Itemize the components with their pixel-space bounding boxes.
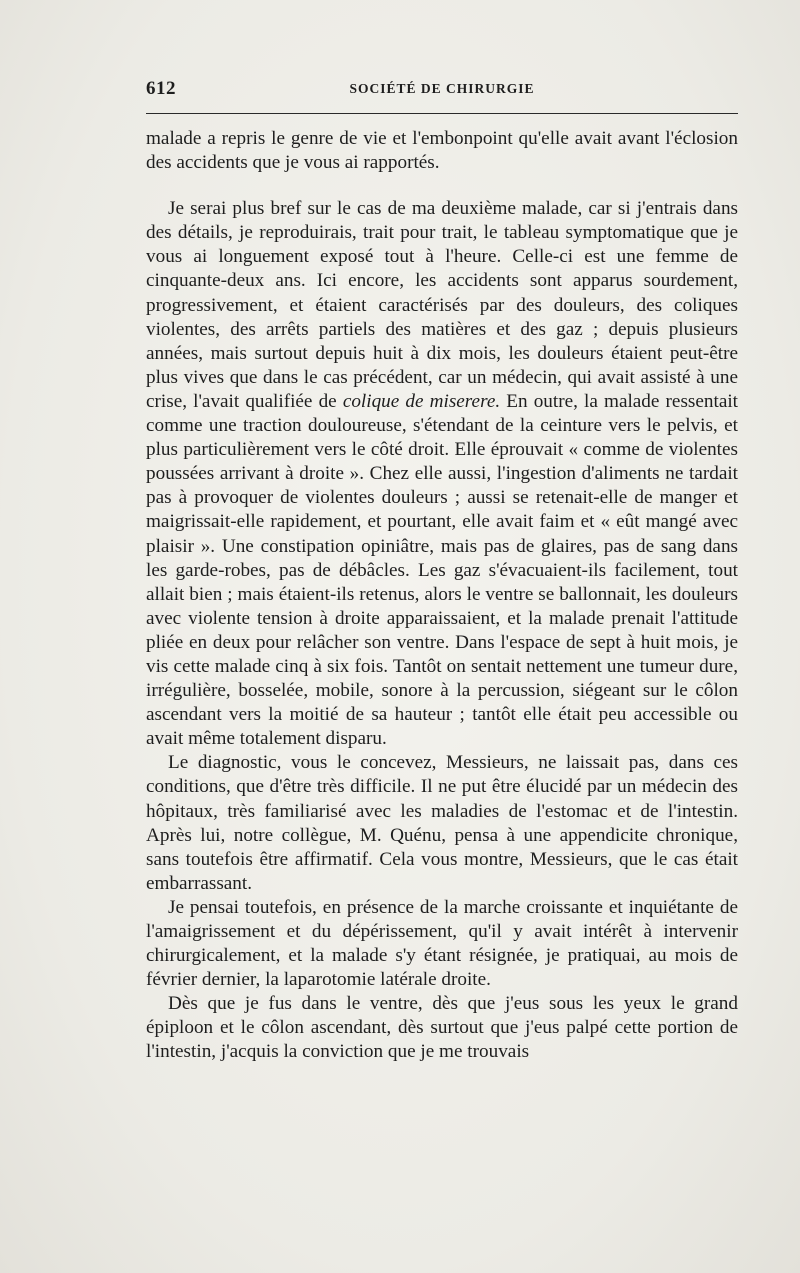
header-rule	[146, 113, 738, 114]
page-header	[146, 78, 738, 102]
paragraph-2-text-start: Je serai plus bref sur le cas de ma deuxième malade, car si j'entrais dans des détails, je reproduirais, trait pour trait, le tableau symptomatique que je vous ai longuement exposé tout à l'heure. Celle-ci est une femme de cinquante-deux ans. Ici encore, les accidents sont apparus sourdement, progressivement, et étaient caractérisés par des douleurs, des coliques violentes, des arrêts partiels des matières et des gaz ; depuis plusieurs années, mais surtout depuis huit à dix mois, les douleurs étaient peut-être plus vives que dans le cas précédent, car un médecin, qui avait assisté à une crise, l'avait qualifiée de	[146, 198, 738, 412]
page-number: 612	[146, 78, 176, 99]
paragraph-1: malade a repris le genre de vie et l'embonpoint qu'elle avait avant l'éclosion des accidents que je vous ai rapportés.	[146, 128, 738, 174]
paragraph-2-text-end: En outre, la malade ressentait comme une traction douloureuse, s'étendant de la ceinture vers le pelvis, et plus particulièrement vers le côté droit. Elle éprouvait « comme de violentes poussées arrivant à droite ». Chez elle aussi, l'ingestion d'aliments ne tardait pas à provoquer de violentes douleurs ; aussi se retenait-elle de manger et maigrissait-elle rapidement, et pourtant, elle avait faim et « eût mangé avec plaisir ». Une constipation opiniâtre, mais pas de glaires, pas de sang dans les garde-robes, pas de débâcles. Les gaz s'évacuaient-ils facilement, tout allait bien ; mais étaient-ils retenus, alors le ventre se ballonnait, les douleurs avec violente tension à droite apparaissaient, et la malade prenait l'attitude pliée en deux pour relâcher son ventre. Dans l'espace de sept à huit mois, je vis cette malade cinq à six fois. Tantôt on sentait nettement une tumeur dure, irrégulière, bosselée, mobile, sonore à la percussion, siégeant sur le côlon ascendant vers la moitié de sa hauteur ; tantôt elle était peu accessible ou avait même totalement disparu.	[146, 390, 738, 750]
paragraph-3: Le diagnostic, vous le concevez, Messieurs, ne laissait pas, dans ces conditions, que d'être très difficile. Il ne put être élucidé par un médecin des hôpitaux, très familiarisé avec les maladies de l'estomac et de l'intestin. Après lui, notre collègue, M. Quénu, pensa à une appendicite chronique, sans toutefois être affirmatif. Cela vous montre, Messieurs, que le cas était embarrassant.	[146, 752, 738, 894]
paragraph-5: Dès que je fus dans le ventre, dès que j'eus sous les yeux le grand épiploon et le côlon ascendant, dès surtout que j'eus palpé cette portion de l'intestin, j'acquis la conviction que je me trouvais	[146, 993, 738, 1063]
running-head: SOCIÉTÉ DE CHIRURGIE	[349, 81, 535, 96]
paragraph-2-emphasis: colique de miserere.	[342, 390, 501, 412]
paragraph-2	[146, 197, 738, 751]
body-text	[146, 127, 738, 1065]
paragraph-4: Je pensai toutefois, en présence de la marche croissante et inquiétante de l'amaigrissement et du dépérissement, qu'il y avait intérêt à intervenir chirurgicalement, et la malade s'y étant résignée, je pratiquai, au mois de février dernier, la laparotomie latérale droite.	[146, 896, 738, 991]
